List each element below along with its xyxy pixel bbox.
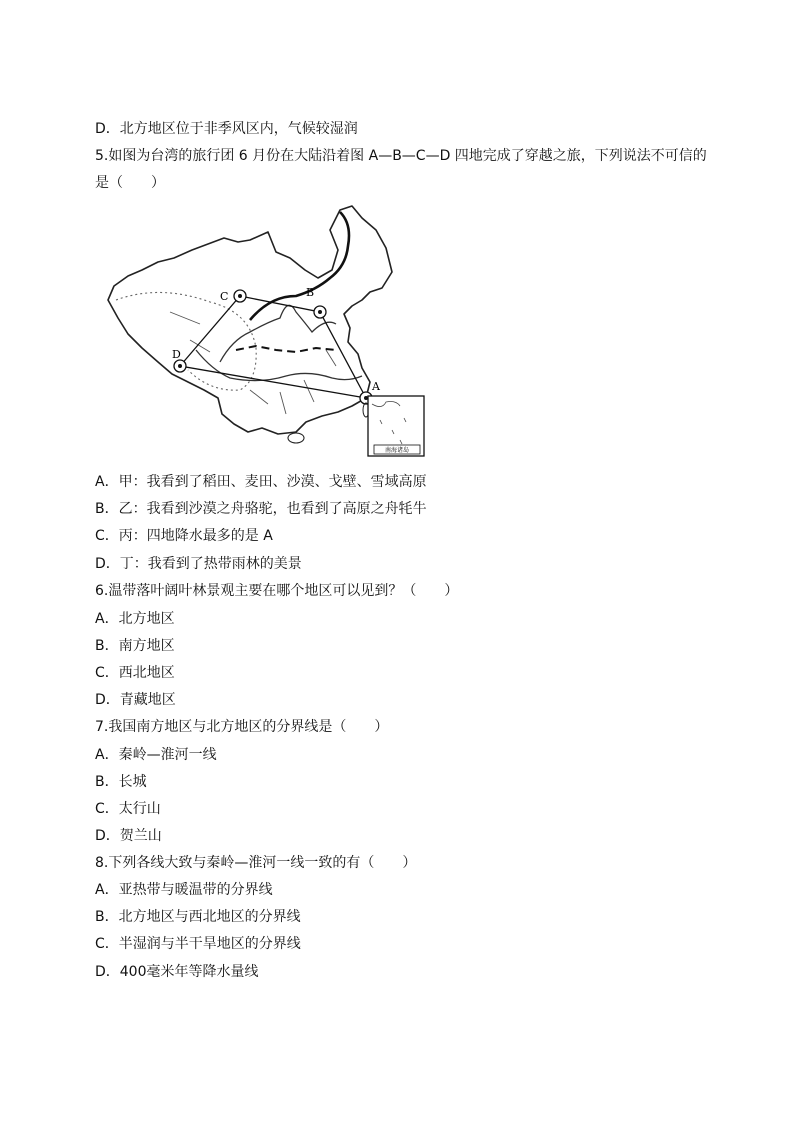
- point-label-d: D: [172, 348, 181, 361]
- q6-option-a: A．北方地区: [95, 611, 175, 627]
- q6-stem: 6.温带落叶阔叶林景观主要在哪个地区可以见到？（ ）: [95, 583, 459, 599]
- point-d: [174, 360, 186, 372]
- q5-option-a: A．甲：我看到了稻田、麦田、沙漠、戈壁、雪域高原: [95, 474, 427, 490]
- hainan-island: [288, 433, 304, 443]
- q8-option-d: D．400毫米年等降水量线: [95, 964, 259, 980]
- q8-option-b: B．北方地区与西北地区的分界线: [95, 909, 301, 925]
- q7-option-c: C．太行山: [95, 801, 161, 817]
- point-c: [234, 290, 246, 302]
- q5-option-c: C．丙：四地降水最多的是 A: [95, 528, 273, 544]
- china-map-figure: [100, 200, 430, 462]
- province-lines: [170, 312, 336, 414]
- point-label-c: C: [220, 290, 229, 303]
- q5-option-b: B．乙：我看到沙漠之舟骆驼，也看到了高原之舟牦牛: [95, 501, 427, 517]
- q6-option-d: D．青藏地区: [95, 692, 176, 708]
- inset-label: 南海诸岛: [384, 447, 410, 454]
- q4-option-d: D．北方地区位于非季风区内，气候较湿润: [95, 121, 358, 137]
- yangtze-river: [196, 350, 362, 381]
- q6-option-c: C．西北地区: [95, 665, 175, 681]
- q7-stem: 7.我国南方地区与北方地区的分界线是（ ）: [95, 719, 389, 735]
- q5-option-d: D．丁：我看到了热带雨林的美景: [95, 556, 302, 572]
- q6-option-b: B．南方地区: [95, 638, 175, 654]
- q8-option-a: A．亚热带与暖温带的分界线: [95, 882, 273, 898]
- q5-stem-line1: 5.如图为台湾的旅行团 6 月份在大陆沿着图 A—B—C—D 四地完成了穿越之旅，下列说法不可信的: [95, 148, 707, 164]
- q8-stem: 8.下列各线大致与秦岭—淮河一线一致的有（ ）: [95, 855, 417, 871]
- qinling-huaihe-line: [236, 346, 336, 352]
- q8-option-c: C．半湿润与半干旱地区的分界线: [95, 936, 301, 952]
- point-b: [314, 306, 326, 318]
- q7-option-a: A．秦岭—淮河一线: [95, 747, 217, 763]
- point-label-a: A: [372, 380, 380, 393]
- q7-option-b: B．长城: [95, 774, 147, 790]
- route-lines: [180, 296, 366, 398]
- q5-stem-line2: 是（ ）: [95, 175, 165, 191]
- q7-option-d: D．贺兰山: [95, 828, 162, 844]
- china-map-svg: [100, 200, 430, 462]
- point-label-b: B: [306, 286, 315, 299]
